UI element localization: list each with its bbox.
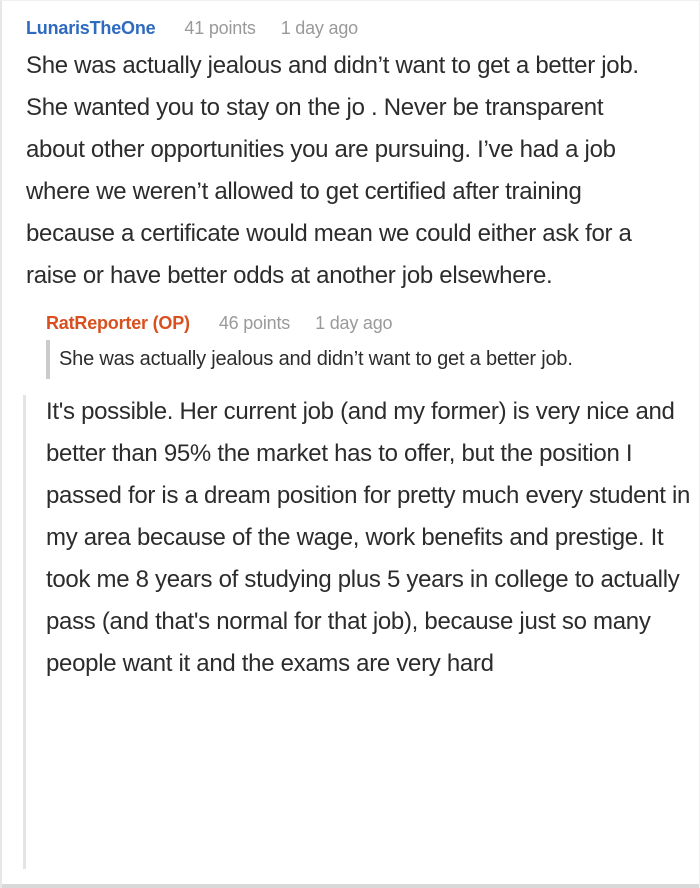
comment-body: She was actually jealous and didn’t want to get a better job. She wanted you to stay on the jo . Never be transparent about other opportunities you are pursuing. I’ve had a job where we weren’t allowed to get certified after training because a certificate would mean we could either ask for a raise or have better odds at another job elsewhere. xyxy=(26,52,639,289)
comment-author-link-op[interactable]: RatReporter (OP) xyxy=(46,313,190,333)
comment-thread xyxy=(2,1,699,685)
comment xyxy=(26,18,689,297)
comment-header xyxy=(46,313,689,334)
comment-points: 41 points xyxy=(184,18,256,38)
comment-body: It's possible. Her current job (and my former) is very nice and better than 95% the market has to offer, but the position I passed for is a dream position for pretty much every student in my area because of the wage, work benefits and prestige. It took me 8 years of studying plus 5 years in college to actually pass (and that's normal for that job), because just so many people want it and the exams are very hard xyxy=(46,398,691,677)
reply-thread-line xyxy=(23,395,26,869)
quoted-parent-text: She was actually jealous and didn’t want to get a better job. xyxy=(59,348,573,370)
comment-header xyxy=(26,18,689,39)
comment-timestamp: 1 day ago xyxy=(280,18,358,38)
reply-comment xyxy=(46,313,689,685)
comment-timestamp: 1 day ago xyxy=(315,313,393,333)
comment-points: 46 points xyxy=(218,313,291,333)
comment-author-link[interactable]: LunarisTheOne xyxy=(26,18,156,38)
quote-block xyxy=(46,340,650,379)
bottom-border xyxy=(2,884,699,888)
